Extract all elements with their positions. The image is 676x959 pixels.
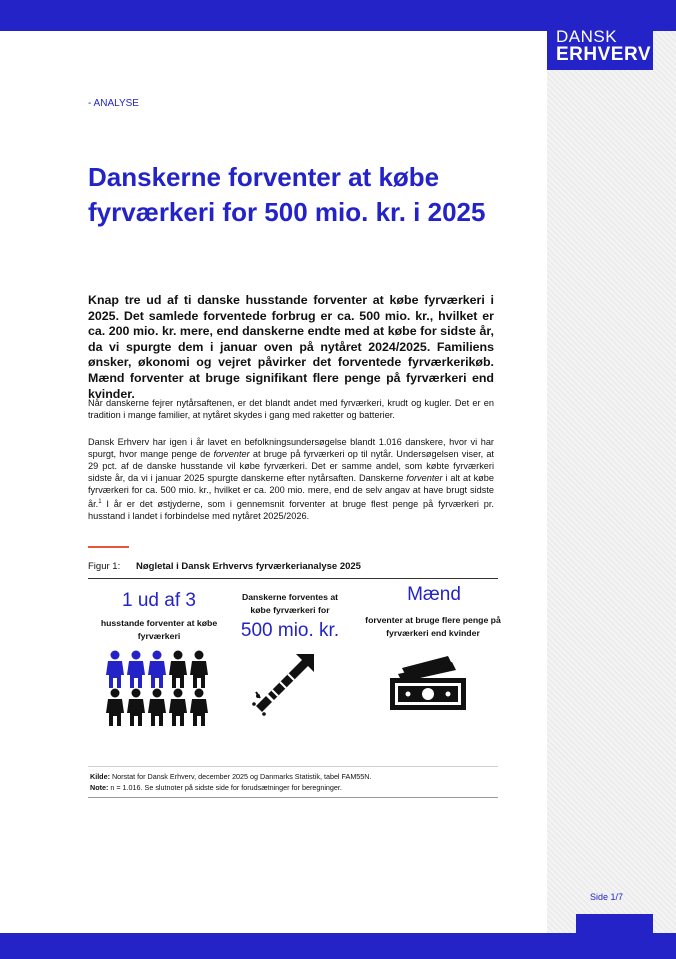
stat-men-caption: forventer at bruge flere penge på fyrværkeri end kvinder [365,615,501,638]
body-paragraph-1: Når danskerne fejrer nytårsaftenen, er det blandt andet med fyrværkeri, krudt og kugler. Det er en tradition i mange familier, at nytåret skydes i gang med raketter og batterier. [88,398,494,420]
money-icon [388,654,468,712]
page-title: Danskerne forventer at købe fyrværkeri for 500 mio. kr. i 2025 [88,162,486,227]
figure-accent-line [88,546,129,548]
stat-men: Mænd [407,584,461,605]
figure-caption [88,561,361,572]
figure-title: Nøgletal i Dansk Erhvervs fyrværkerianalyse 2025 [136,561,361,572]
logo-line1: DANSK [556,27,618,46]
source-label: Kilde: [90,772,110,781]
paragraph2-part2: at bruge på fyrværkeri op til nytår. Undersøgelsen viser, at 29 pct. af de danske husstande vil købe fyrværkeri. Det er samme andel, som købte fyrværkeri sidste år, da vi i januar 2025 spurgte danskerne efter nytårsaften. Danskerne [88,449,494,483]
page-number: Side 1/7 [590,892,624,902]
paragraph2-part1: Dansk Erhverv har igen i år lavet en befolkningsundersøgelse blandt 1.016 danskere, hvor vi har spurgt, hvor mange penge de [88,437,494,459]
figure-bottom-rule [88,797,498,798]
source-line [90,771,372,782]
stat-spend-caption: Danskerne forventes at købe fyrværkeri for [241,592,339,615]
bottom-brand-bar [0,933,676,959]
bottom-brand-tab [576,914,653,933]
paragraph2-part4: I år er det østjyderne, som i gennemsnit forventer at bruge flest penge på fyrværkeri pr. husstand i landet i forbindelse med nytåret 2025/2026. [88,499,494,522]
firework-rocket-icon [252,652,316,716]
paragraph2-part3: i alt at købe fyrværkeri for ca. 500 mio. kr., hvilket er ca. 200 mio. mere, end de selv angav at have brugt sidste år. [88,473,495,510]
body-paragraph-2 [88,436,494,522]
stat-500-mio: 500 mio. kr. [240,620,340,641]
note-line [90,782,372,793]
footnote-marker[interactable]: 1 [98,499,102,505]
paragraph2-emphasis-1: forventer [213,449,250,459]
people-icon [105,650,217,728]
source-text: Norstat for Dansk Erhverv, december 2025 og Danmarks Statistik, tabel FAM55N. [109,772,372,781]
side-panel [547,31,676,933]
lead-paragraph: Knap tre ud af ti danske husstande forventer at købe fyrværkeri i 2025. Det samlede forventede forbrug er ca. 500 mio. kr., hvilket er ca. 200 mio. kr. mere, end danskerne endte med at købe for sidste år, da vi spurgte dem i januar oven på nytåret 2024/2025. Familiens ønsker, økonomi og vejret påvirker det forventede fyrværkerikøb. Mænd forventer at bruge signifikant flere penge på fyrværkeri end kvinder. [88,293,494,401]
figure-inner-rule [88,766,498,767]
figure-source-note [90,771,372,793]
logo-line2: ERHVERV [556,44,652,65]
note-label: Note: [90,783,109,792]
figure-top-rule [88,578,498,579]
stat-one-in-three-caption: husstande forventer at købe fyrværkeri [100,618,218,641]
figure-number: Figur 1: [88,561,121,572]
dansk-erhverv-logo [547,0,653,70]
paragraph2-emphasis-2: forventer [406,473,443,483]
stat-one-in-three: 1 ud af 3 [122,590,196,611]
section-label: - ANALYSE [88,98,139,109]
note-text: n = 1.016. Se slutnoter på sidste side for forudsætninger for beregninger. [108,783,342,792]
